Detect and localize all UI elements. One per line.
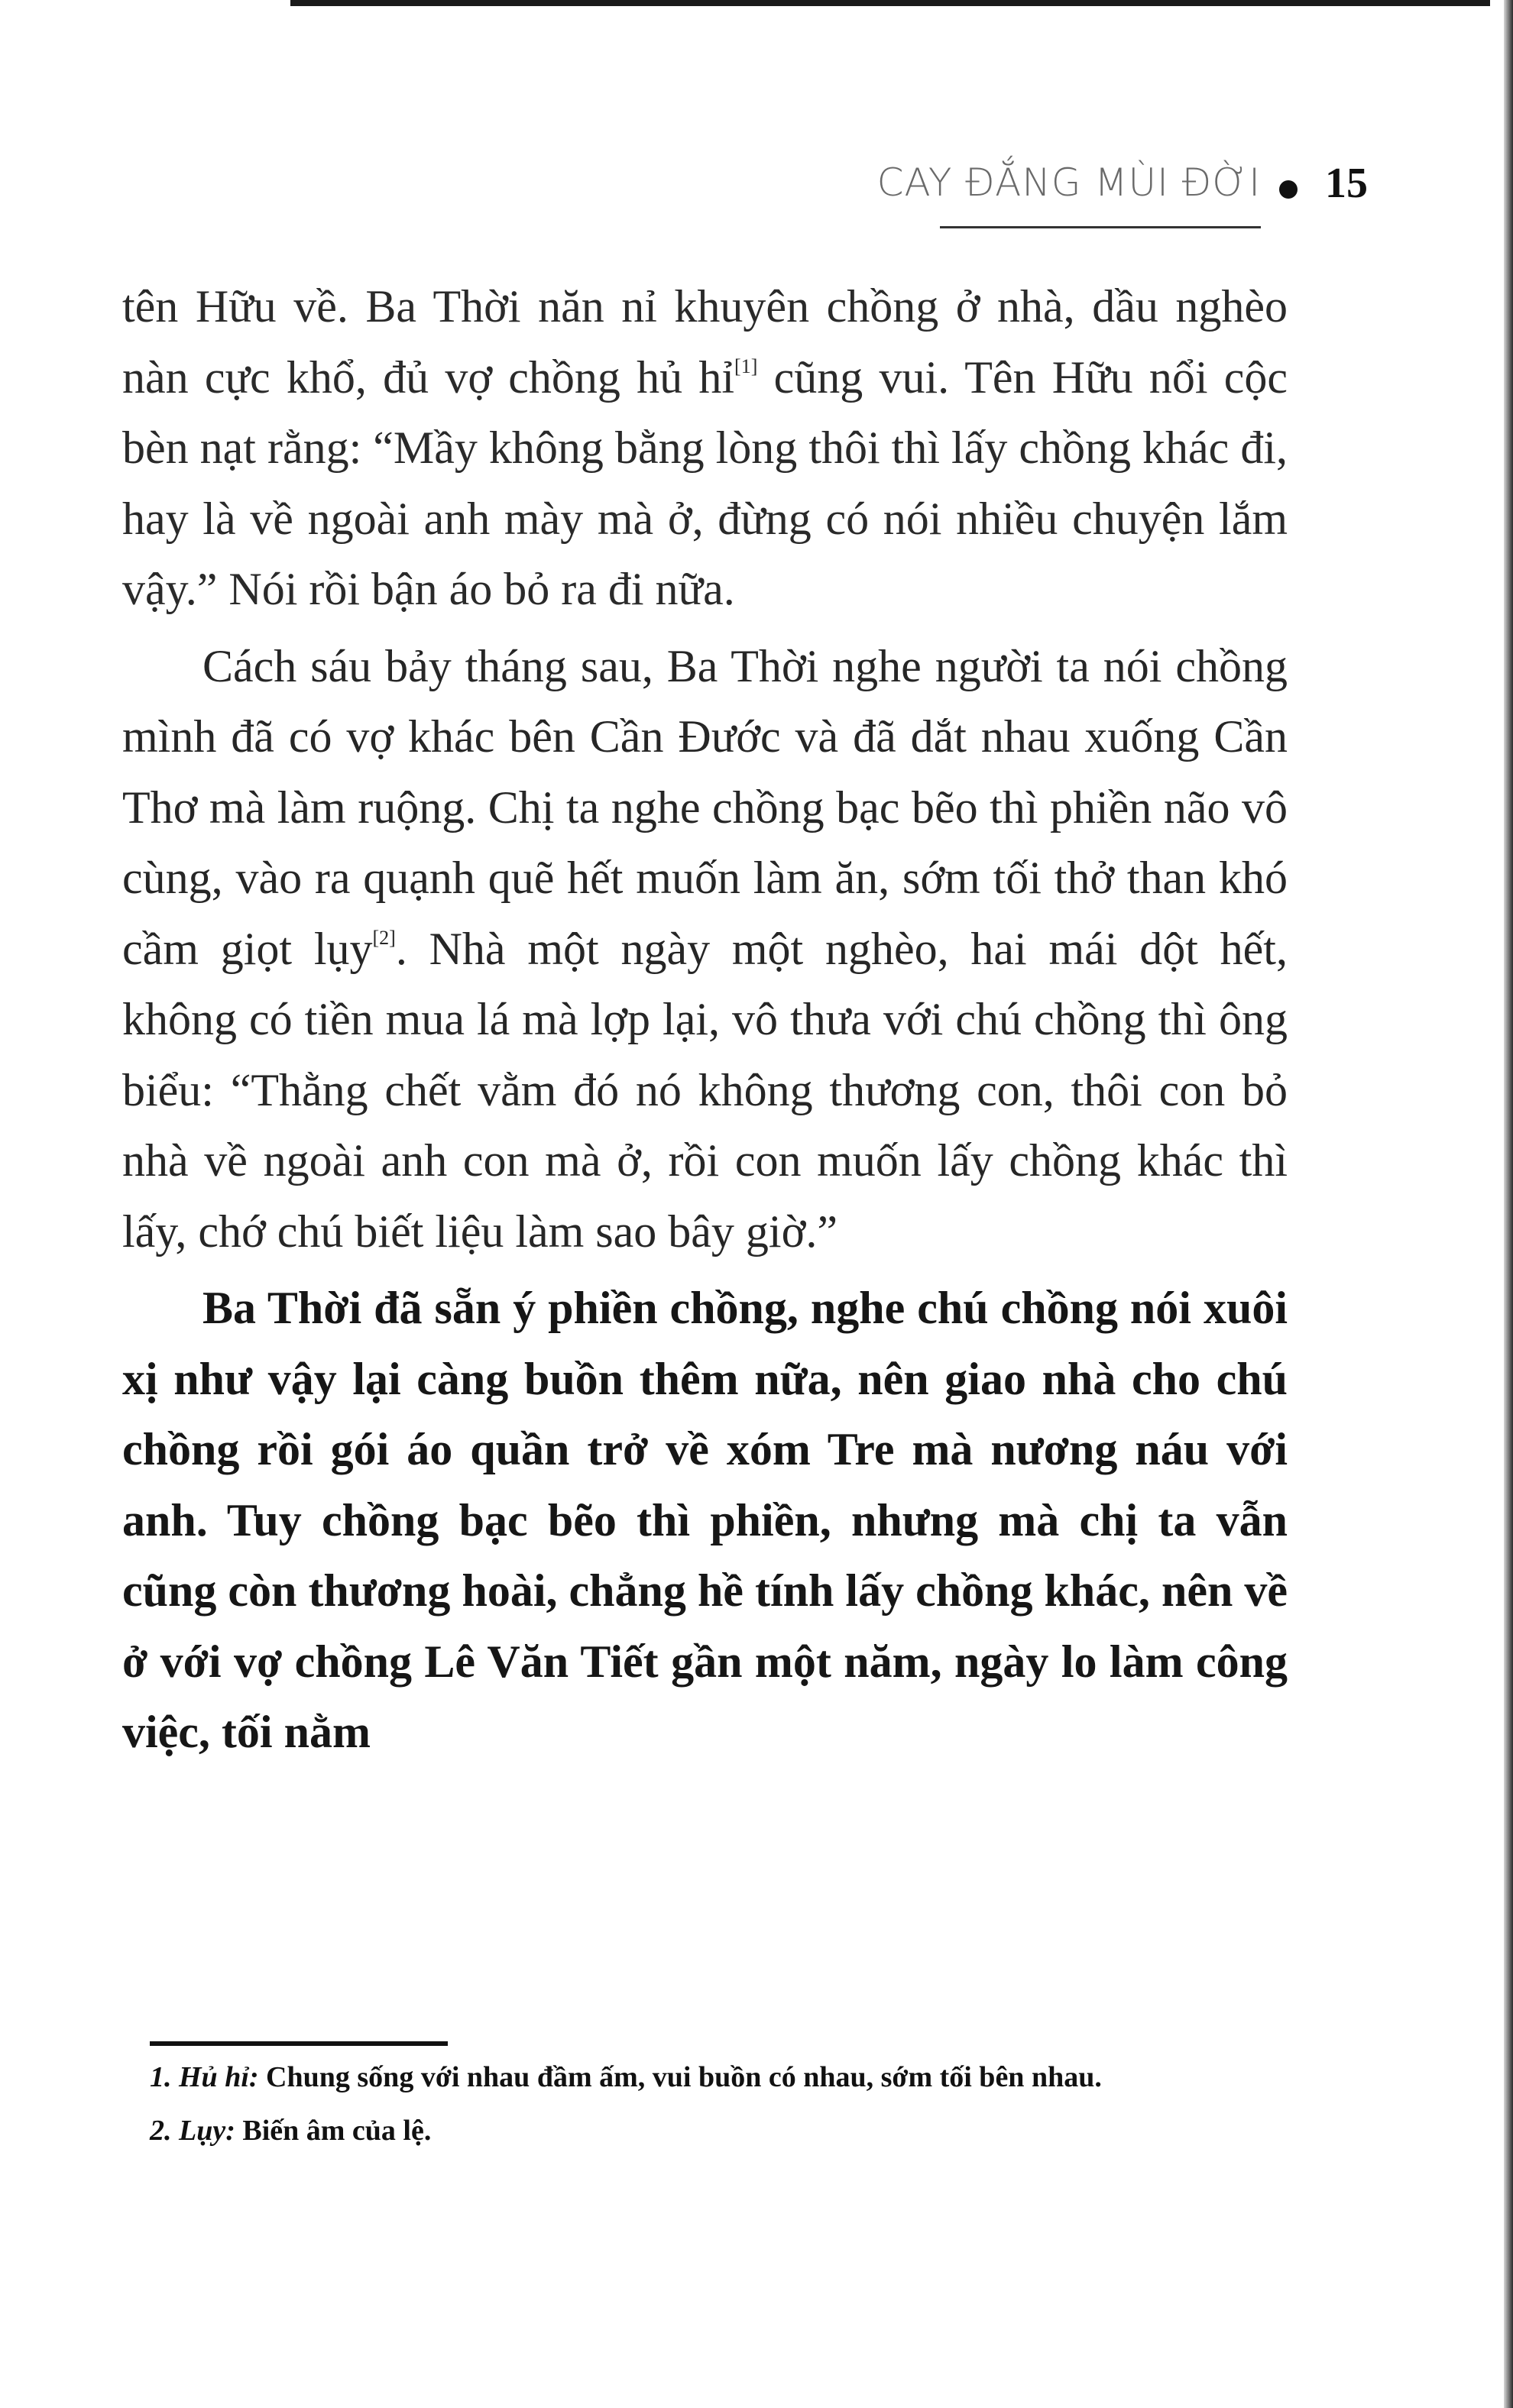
running-title: CAY ĐẮNG MÙI ĐỜI [876,160,1261,205]
paragraph-text: tên Hữu về. Ba Thời năn nỉ khuyên chồng ở nhà, dầu nghèo nàn cực khổ, đủ vợ chồng hủ hỉ [122,281,1288,403]
bullet-icon [1279,180,1298,199]
page-header [876,153,1368,222]
top-edge-rule [290,0,1490,6]
footnote-rule [150,2041,448,2046]
paragraph [122,271,1288,625]
page-number: 15 [1325,160,1368,207]
paragraph-text: Cách sáu bảy tháng sau, Ba Thời nghe người ta nói chồng mình đã có vợ khác bên Cần Đước và đã dắt nhau xuống Cần Thơ mà làm ruộng. Chị ta nghe chồng bạc bẽo thì phiền não vô cùng, vào ra quạnh quẽ hết muốn làm ăn, sớm tối thở than khó cầm giọt lụy [122,640,1288,974]
footnote-label: 1. Hủ hỉ: [150,2061,259,2093]
paragraph: Ba Thời đã sẵn ý phiền chồng, nghe chú chồng nói xuôi xị như vậy lại càng buồn thêm nữa, nên giao nhà cho chú chồng rồi gói áo quần trở về xóm Tre mà nương náu với anh. Tuy chồng bạc bẽo thì phiền, nhưng mà chị ta vẫn cũng còn thương hoài, chẳng hề tính lấy chồng khác, nên về ở với vợ chồng Lê Văn Tiết gần một năm, ngày lo làm công việc, tối nằm [122,1283,1288,1757]
paragraph-text: . Nhà một ngày một nghèo, hai mái dột hết, không có tiền mua lá mà lợp lại, vô thưa với chú chồng thì ông biểu: “Thằng chết vằm đó nó không thương con, thôi con bỏ nhà về ngoài anh con mà ở, rồi con muốn lấy chồng khác thì lấy, chớ chú biết liệu làm sao bây giờ.” [122,923,1288,1257]
paragraph [122,631,1288,1267]
footnote-label: 2. Lụy: [150,2115,235,2147]
footnotes [150,2055,1296,2162]
body-text [122,271,1288,1768]
header-rule [940,226,1261,228]
footnote-ref-2: [2] [372,926,396,949]
footnote-ref-1: [1] [734,354,758,377]
footnote-1 [150,2055,1296,2099]
footnote-text: Chung sống với nhau đầm ấm, vui buồn có nhau, sớm tối bên nhau. [258,2061,1102,2093]
footnote-text: Biến âm của lệ. [235,2115,432,2147]
footnote-2 [150,2109,1296,2153]
page-edge-shadow [1504,0,1513,2408]
paragraph-text: cũng vui. Tên Hữu nổi cộc bèn nạt rằng: “Mầy không bằng lòng thôi thì lấy chồng khác đi, hay là về ngoài anh mày mà ở, đừng có nói nhiều chuyện lắm vậy.” Nói rồi bận áo bỏ ra đi nữa. [122,351,1288,614]
